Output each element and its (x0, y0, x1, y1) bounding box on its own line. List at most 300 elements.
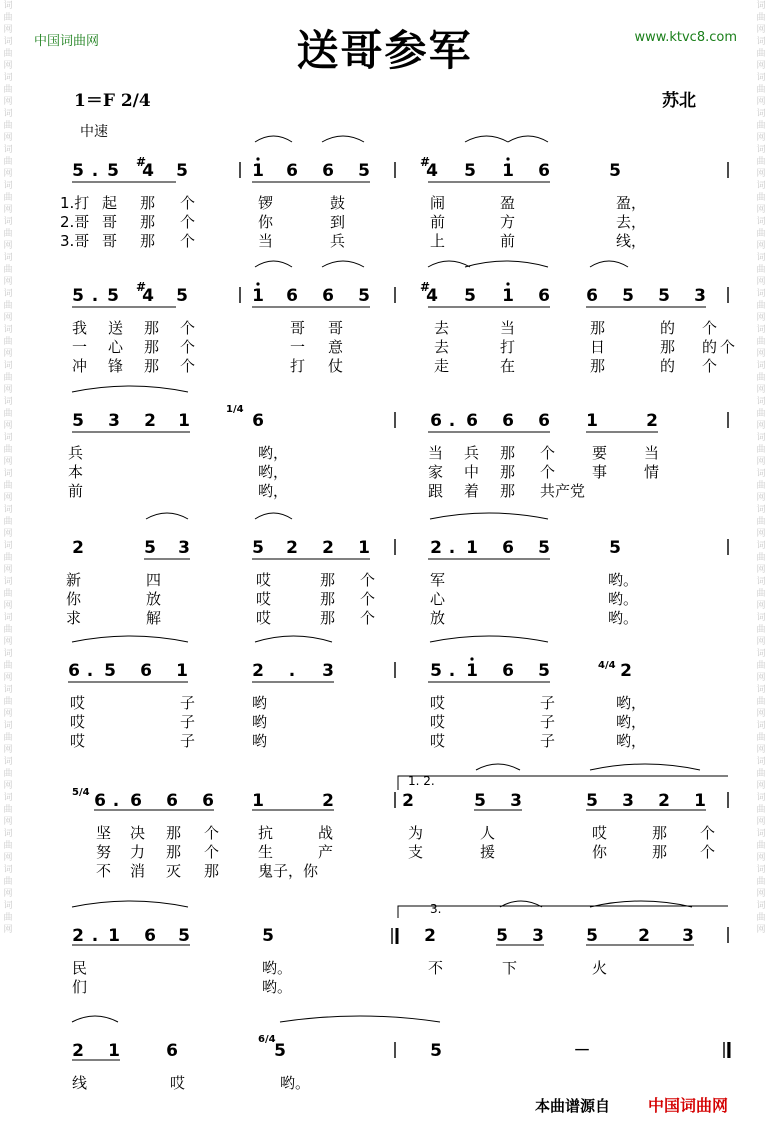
lyric-syllable: 哎 (430, 713, 446, 731)
note-digit: 1 (358, 538, 370, 558)
lyric-syllable: 鬼子，你 (258, 862, 319, 880)
lyric-syllable: 四 (146, 571, 162, 589)
lyric-syllable: 哥 (102, 232, 118, 250)
song-title: 送哥参军 (296, 26, 473, 75)
source-credit-site: 中国词曲网 (648, 1096, 729, 1115)
lyric-syllable: 力 (130, 843, 146, 861)
lyric-syllable: 个 (204, 824, 220, 842)
lyric-syllable: 前 (500, 232, 516, 250)
lyric-syllable: 消 (130, 862, 146, 880)
meter-change: 5/4 (72, 787, 90, 798)
note-digit: 5 (104, 661, 116, 681)
lyric-syllable: 援 (480, 843, 496, 861)
note-digit: 1 (694, 791, 706, 811)
note-digit: 1 (466, 661, 478, 681)
note-digit: 2 (72, 538, 84, 558)
note-digit: 5 (72, 286, 84, 306)
lyric-syllable: 当 (258, 232, 274, 250)
lyric-syllable: 求 (66, 609, 82, 627)
lyric-syllable: 哎 (70, 732, 86, 750)
note-digit: . (448, 411, 456, 431)
lyric-syllable: 哥 (290, 319, 306, 337)
lyric-syllable: 仗 (328, 357, 344, 375)
note-digit: 2 (430, 538, 442, 558)
side-watermark-right: 词曲网词曲网词曲网词曲网词曲网词曲网词曲网词曲网词曲网词曲网词曲网词曲网词曲网词曲网词曲网词曲网词曲网词曲网词曲网词曲网词曲网词曲网词曲网词曲网词曲网词曲网 (756, 1, 766, 935)
lyric-syllable: 那 (140, 213, 156, 231)
note-digit: 6 (202, 791, 214, 811)
note-digit: 1 (252, 286, 264, 306)
note-digit: 6 (538, 161, 550, 181)
slur-arc (255, 136, 292, 142)
note-digit: . (91, 161, 99, 181)
lyric-syllable: 冲 (72, 357, 88, 375)
lyric-syllable: 我 (72, 319, 88, 337)
note-digit: 4 (426, 161, 438, 181)
lyric-syllable: 那 (144, 319, 160, 337)
note-digit: . (86, 661, 94, 681)
lyric-syllable: 哟， (258, 463, 289, 481)
slur-arc (465, 261, 548, 267)
note-digit: 6 (466, 411, 478, 431)
sharp-sign: # (420, 155, 431, 169)
note-digit: . (448, 538, 456, 558)
note-digit: 6 (144, 926, 156, 946)
lyric-syllable: 一 (72, 338, 88, 356)
note-digit: . (448, 661, 456, 681)
lyric-syllable: 那 (660, 338, 676, 356)
sharp-sign: # (420, 280, 431, 294)
note-digit: 5 (176, 161, 188, 181)
slur-arc (72, 901, 188, 907)
lyric-syllable: 个 (180, 319, 196, 337)
note-digit: 1 (586, 411, 598, 431)
lyric-syllable: 那 (204, 862, 220, 880)
note-digit: 5 (464, 286, 476, 306)
lyric-syllable: 哎 (70, 694, 86, 712)
lyric-syllable: 放 (430, 609, 446, 627)
lyric-syllable: 军 (430, 571, 446, 589)
lyric-syllable: 的 (660, 319, 676, 337)
note-digit: 4 (426, 286, 438, 306)
slur-arc (590, 764, 700, 770)
slur-arc (430, 513, 548, 519)
volta-1-2-bracket (398, 776, 728, 790)
note-digit: 5 (622, 286, 634, 306)
sharp-sign: # (136, 280, 147, 294)
note-digit: － (573, 1041, 591, 1061)
lyric-syllable: 下 (502, 959, 518, 977)
slur-arc (72, 386, 188, 392)
lyric-syllable: 锣 (258, 194, 274, 212)
lyric-syllable: 哟。 (262, 978, 293, 996)
note-digit: 5 (464, 161, 476, 181)
note-digit: 1 (252, 791, 264, 811)
lyric-syllable: 兵 (464, 444, 480, 462)
slur-arc (476, 764, 520, 770)
lyric-syllable: 那 (144, 357, 160, 375)
lyric-syllable: 哟 (252, 694, 268, 712)
lyric-syllable: 线 (72, 1074, 88, 1092)
lyric-syllable: 的 (702, 338, 718, 356)
lyric-syllable: 个 (360, 571, 376, 589)
lyric-syllable: 到 (330, 213, 346, 231)
note-digit: 5 (496, 926, 508, 946)
lyric-syllable: 哟。 (262, 959, 293, 977)
slur-arc (430, 636, 548, 642)
note-digit: 3 (322, 661, 334, 681)
lyric-syllable: 那 (140, 232, 156, 250)
note-digit: 6 (502, 661, 514, 681)
slur-arc (255, 513, 292, 519)
octave-high-dot (470, 657, 473, 660)
lyric-syllable: 那 (652, 824, 668, 842)
note-digit: 5 (586, 791, 598, 811)
note-digit: . (91, 926, 99, 946)
note-digit: 6 (502, 411, 514, 431)
octave-high-dot (506, 282, 509, 285)
lyric-syllable: 当 (500, 319, 516, 337)
lyric-syllable: 要 (592, 444, 608, 462)
note-digit: 3 (694, 286, 706, 306)
lyric-syllable: 那 (590, 357, 606, 375)
note-digit: 1 (466, 538, 478, 558)
lyric-syllable: 日 (590, 338, 606, 356)
lyric-syllable: 那 (652, 843, 668, 861)
lyric-syllable: 个 (702, 319, 718, 337)
lyric-syllable: 一 (290, 338, 306, 356)
slur-arc (590, 261, 628, 267)
slur-arc (146, 513, 188, 519)
lyric-syllable: 那 (590, 319, 606, 337)
site-url-right: www.ktvc8.com (634, 30, 737, 45)
lyric-syllable: 哟。 (608, 571, 639, 589)
lyric-syllable: 解 (146, 609, 162, 627)
lyric-syllable: 努 (96, 843, 112, 861)
note-digit: 1 (502, 286, 514, 306)
key-signature: 1＝F 2/4 (74, 91, 151, 111)
note-digit: 2 (638, 926, 650, 946)
lyric-syllable: 哎 (170, 1074, 186, 1092)
note-digit: 2 (424, 926, 436, 946)
lyric-syllable: 那 (320, 571, 336, 589)
lyric-syllable: 那 (140, 194, 156, 212)
note-digit: 2 (620, 661, 632, 681)
lyric-syllable: 送 (108, 319, 124, 337)
lyric-syllable: 子 (540, 732, 556, 750)
note-digit: 1 (502, 161, 514, 181)
sharp-sign: # (136, 155, 147, 169)
octave-high-dot (256, 282, 259, 285)
lyric-syllable: 那 (320, 590, 336, 608)
note-digit: 5 (72, 411, 84, 431)
lyric-syllable: 新 (66, 571, 82, 589)
slur-arc (465, 136, 508, 142)
side-watermark-left: 词曲网词曲网词曲网词曲网词曲网词曲网词曲网词曲网词曲网词曲网词曲网词曲网词曲网词曲网词曲网词曲网词曲网词曲网词曲网词曲网词曲网词曲网词曲网词曲网词曲网词曲网 (3, 1, 13, 935)
note-digit: 5 (176, 286, 188, 306)
lyric-syllable: 哎 (256, 590, 272, 608)
lyric-syllable: 哟。 (280, 1074, 311, 1092)
note-digit: 4 (142, 161, 154, 181)
lyric-syllable: 哥 (102, 213, 118, 231)
volta-3-bracket (398, 906, 728, 918)
note-digit: 2 (658, 791, 670, 811)
lyric-syllable: 上 (430, 232, 446, 250)
note-digit: 1 (108, 926, 120, 946)
lyric-syllable: 去 (434, 338, 450, 356)
lyric-syllable: 个 (204, 843, 220, 861)
lyric-syllable: 闹 (430, 194, 446, 212)
song-origin: 苏北 (662, 91, 696, 111)
lyric-syllable: 哎 (256, 609, 272, 627)
lyric-syllable: 哎 (430, 694, 446, 712)
lyric-syllable: 个 (180, 213, 196, 231)
note-digit: 3 (510, 791, 522, 811)
lyric-syllable: 支 (408, 843, 424, 861)
lyric-syllable: 方 (500, 213, 516, 231)
note-digit: . (91, 286, 99, 306)
lyric-syllable: 2.哥 (60, 213, 90, 231)
lyric-syllable: 子 (180, 713, 196, 731)
lyric-syllable: 中 (464, 463, 480, 481)
lyric-syllable: 哟， (258, 444, 289, 462)
lyric-syllable: 火 (592, 959, 608, 977)
note-digit: 6 (166, 791, 178, 811)
lyric-syllable: 3.哥 (60, 232, 90, 250)
slur-arc (508, 136, 548, 142)
lyric-syllable: 共产党 (540, 482, 586, 500)
note-digit: . (112, 791, 120, 811)
slur-arc (255, 636, 332, 642)
note-digit: 5 (144, 538, 156, 558)
note-digit: 6 (322, 161, 334, 181)
note-digit: 6 (586, 286, 598, 306)
lyric-syllable: 哎 (256, 571, 272, 589)
note-digit: 3 (622, 791, 634, 811)
lyric-syllable: 个 (700, 843, 716, 861)
lyric-syllable: 那 (500, 463, 516, 481)
note-digit: 6 (502, 538, 514, 558)
note-digit: 4 (142, 286, 154, 306)
note-digit: 5 (430, 661, 442, 681)
lyric-syllable: 家 (428, 463, 444, 481)
note-digit: 2 (646, 411, 658, 431)
slur-arc (255, 261, 292, 267)
note-digit: 5 (178, 926, 190, 946)
lyric-syllable: 当 (644, 444, 660, 462)
note-digit: 1 (108, 1041, 120, 1061)
lyric-syllable: 哟， (616, 694, 647, 712)
note-digit: 5 (252, 538, 264, 558)
note-digit: 6 (166, 1041, 178, 1061)
note-digit: 6 (538, 411, 550, 431)
lyric-syllable: 抗 (258, 824, 274, 842)
lyric-syllable: 情 (644, 463, 660, 481)
slur-arc (428, 261, 470, 267)
lyric-syllable: 个 (540, 444, 556, 462)
lyric-syllable: 子 (180, 732, 196, 750)
lyric-syllable: 那 (500, 482, 516, 500)
lyric-syllable: 鼓 (330, 194, 346, 212)
note-digit: 6 (94, 791, 106, 811)
lyric-syllable: 坚 (96, 824, 112, 842)
lyric-syllable: 个 (180, 232, 196, 250)
lyric-syllable: 去， (616, 213, 647, 231)
lyric-syllable: 那 (166, 843, 182, 861)
lyric-syllable: 产 (318, 843, 334, 861)
lyric-syllable: 个 (720, 338, 736, 356)
note-digit: 6 (286, 286, 298, 306)
lyric-syllable: 打 (500, 338, 516, 356)
meter-change: 4/4 (598, 660, 616, 671)
lyric-syllable: 个 (540, 463, 556, 481)
note-digit: 2 (252, 661, 264, 681)
lyric-syllable: 子 (540, 713, 556, 731)
lyric-syllable: 哟 (252, 713, 268, 731)
lyric-syllable: 你 (258, 213, 274, 231)
source-credit: 本曲谱源自 (535, 1097, 611, 1115)
octave-high-dot (256, 157, 259, 160)
note-digit: 3 (178, 538, 190, 558)
lyric-syllable: 不 (96, 862, 112, 880)
lyric-syllable: 个 (180, 194, 196, 212)
note-digit: 3 (532, 926, 544, 946)
site-name-left: 中国词曲网 (34, 34, 100, 49)
note-digit: 5 (538, 661, 550, 681)
lyric-syllable: 那 (500, 444, 516, 462)
lyric-syllable: 事 (592, 463, 608, 481)
lyric-syllable: 当 (428, 444, 444, 462)
lyric-syllable: 起 (102, 194, 118, 212)
lyric-syllable: 人 (480, 824, 496, 842)
lyric-syllable: 盈， (616, 194, 647, 212)
note-digit: 6 (322, 286, 334, 306)
lyric-syllable: 哎 (70, 713, 86, 731)
lyric-syllable: 的 (660, 357, 676, 375)
note-digit: 5 (274, 1041, 286, 1061)
lyric-syllable: 心 (108, 338, 124, 356)
lyric-syllable: 不 (428, 959, 444, 977)
volta-1-2-label: 1. 2. (408, 774, 435, 788)
note-digit: 1 (178, 411, 190, 431)
note-digit: 6 (286, 161, 298, 181)
note-digit: 6 (252, 411, 264, 431)
lyric-syllable: 为 (408, 824, 424, 842)
note-digit: 1 (176, 661, 188, 681)
lyric-syllable: 哟， (258, 482, 289, 500)
note-digit: 6 (538, 286, 550, 306)
lyric-syllable: 你 (66, 590, 82, 608)
slur-arc (280, 1016, 440, 1022)
note-digit: 5 (107, 161, 119, 181)
note-digit: 2 (286, 538, 298, 558)
lyric-syllable: 生 (258, 843, 274, 861)
lyric-syllable: 个 (700, 824, 716, 842)
lyric-syllable: 前 (430, 213, 446, 231)
lyric-syllable: 灭 (166, 862, 182, 880)
note-digit: 6 (130, 791, 142, 811)
lyric-syllable: 哎 (592, 824, 608, 842)
note-digit: 5 (358, 161, 370, 181)
note-digit: 5 (358, 286, 370, 306)
note-digit: 5 (72, 161, 84, 181)
note-digit: . (288, 661, 296, 681)
lyric-syllable: 个 (360, 609, 376, 627)
lyric-syllable: 哟。 (608, 590, 639, 608)
lyric-syllable: 你 (592, 843, 608, 861)
lyric-syllable: 盈 (500, 194, 516, 212)
lyric-syllable: 意 (328, 338, 344, 356)
lyric-syllable: 心 (430, 590, 446, 608)
note-digit: 5 (430, 1041, 442, 1061)
lyric-syllable: 哟， (616, 713, 647, 731)
note-digit: 5 (609, 161, 621, 181)
note-digit: 3 (108, 411, 120, 431)
note-digit: 5 (474, 791, 486, 811)
lyric-syllable: 那 (166, 824, 182, 842)
lyric-syllable: 战 (318, 824, 334, 842)
note-digit: 5 (107, 286, 119, 306)
lyric-syllable: 着 (464, 482, 480, 500)
note-digit: 1 (252, 161, 264, 181)
lyric-syllable: 哟。 (608, 609, 639, 627)
lyric-syllable: 哥 (328, 319, 344, 337)
note-digit: 2 (402, 791, 414, 811)
note-digit: 6 (68, 661, 80, 681)
lyric-syllable: 兵 (330, 232, 346, 250)
note-digit: 5 (658, 286, 670, 306)
lyric-syllable: 个 (702, 357, 718, 375)
lyric-syllable: 兵 (68, 444, 84, 462)
note-digit: 3 (682, 926, 694, 946)
lyric-syllable: 在 (500, 357, 516, 375)
lyric-syllable: 们 (72, 978, 88, 996)
lyric-syllable: 民 (72, 959, 88, 977)
lyric-syllable: 子 (180, 694, 196, 712)
note-digit: 2 (144, 411, 156, 431)
slur-arc (322, 261, 364, 267)
note-digit: 2 (72, 1041, 84, 1061)
note-digit: 2 (322, 791, 334, 811)
note-digit: 2 (322, 538, 334, 558)
lyric-syllable: 决 (130, 824, 146, 842)
note-digit: 5 (262, 926, 274, 946)
lyric-syllable: 那 (144, 338, 160, 356)
volta-3-label: 3. (430, 902, 442, 916)
octave-high-dot (506, 157, 509, 160)
note-digit: 2 (72, 926, 84, 946)
lyric-syllable: 1.打 (60, 194, 90, 212)
slur-arc (72, 636, 188, 642)
lyric-syllable: 本 (68, 463, 84, 481)
lyric-syllable: 锋 (108, 357, 124, 375)
lyric-syllable: 去 (434, 319, 450, 337)
lyric-syllable: 哟 (252, 732, 268, 750)
note-digit: 6 (430, 411, 442, 431)
slur-arc (72, 1016, 118, 1022)
meter-change: 6/4 (258, 1034, 276, 1045)
lyric-syllable: 个 (360, 590, 376, 608)
lyric-syllable: 那 (320, 609, 336, 627)
lyric-syllable: 放 (146, 590, 162, 608)
note-digit: 5 (586, 926, 598, 946)
lyric-syllable: 个 (180, 338, 196, 356)
note-digit: 6 (140, 661, 152, 681)
note-digit: 5 (538, 538, 550, 558)
lyric-syllable: 前 (68, 482, 84, 500)
lyric-syllable: 个 (180, 357, 196, 375)
lyric-syllable: 跟 (428, 482, 444, 500)
lyric-syllable: 子 (540, 694, 556, 712)
